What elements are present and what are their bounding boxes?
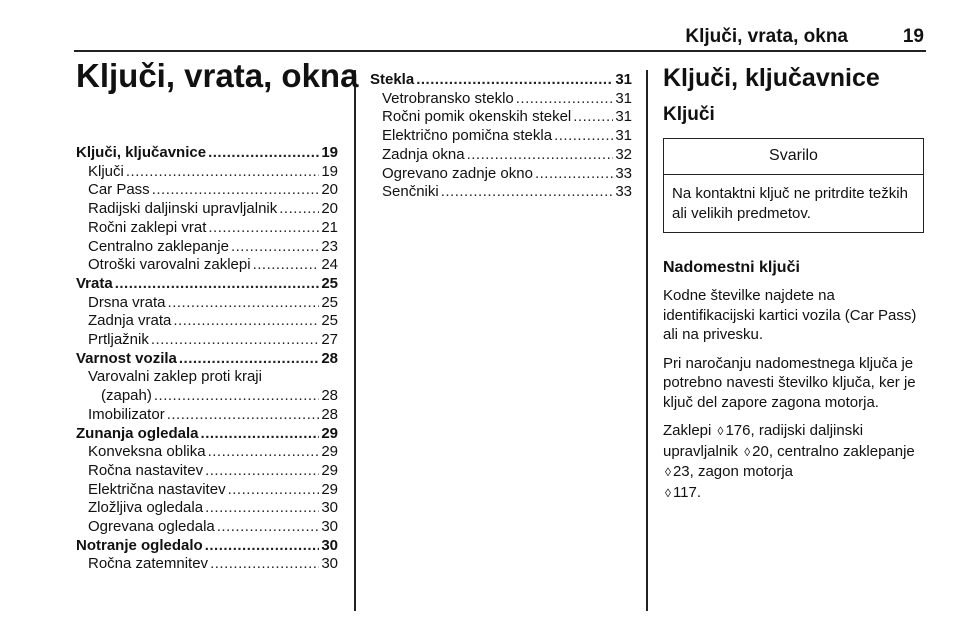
toc-entry-page: 31 xyxy=(615,71,632,88)
toc-entry-page: 27 xyxy=(321,331,338,349)
toc-section-entry[interactable] xyxy=(76,144,338,163)
toc-entry-page: 25 xyxy=(321,293,338,311)
toc-leader-dots xyxy=(173,312,319,331)
toc-entry[interactable] xyxy=(76,256,338,275)
toc-entry-page: 30 xyxy=(321,536,338,554)
toc-entry-page: 28 xyxy=(321,387,338,405)
toc-entry-label: Ročni pomik okenskih stekel xyxy=(382,108,572,126)
toc-entry-label: Imobilizator xyxy=(88,405,165,423)
toc-entry-label: Zadnja okna xyxy=(382,145,465,163)
reference-text: 23, zagon motorja xyxy=(672,463,794,480)
toc-entry-page: 30 xyxy=(321,518,338,536)
chapter-title: Ključi, vrata, okna xyxy=(76,57,359,94)
content-column xyxy=(663,64,925,503)
toc-entry[interactable] xyxy=(76,181,338,200)
toc-leader-dots xyxy=(217,518,320,537)
toc-entry-page: 33 xyxy=(615,164,632,182)
toc-entry[interactable] xyxy=(76,499,338,518)
table-of-contents-column-1 xyxy=(76,144,338,574)
toc-leader-dots xyxy=(554,127,613,146)
reference-text: Zaklepi xyxy=(663,422,712,439)
toc-entry-label: Zadnja vrata xyxy=(88,312,172,330)
toc-entry-page: 29 xyxy=(321,424,338,442)
toc-entry-page: 23 xyxy=(321,237,338,255)
section-title: Ključi, ključavnice xyxy=(663,64,880,92)
toc-entry-page: 20 xyxy=(321,181,338,199)
toc-entry-label: Električno pomična stekla xyxy=(382,127,553,145)
toc-entry[interactable] xyxy=(76,219,338,238)
toc-entry[interactable] xyxy=(76,312,338,331)
toc-leader-dots xyxy=(467,146,614,165)
toc-entry-label: Ključi xyxy=(88,162,124,180)
toc-entry-page: 29 xyxy=(321,443,338,461)
toc-entry-label: Senčniki xyxy=(382,183,439,201)
toc-entry-page: 19 xyxy=(321,162,338,180)
toc-entry-page: 28 xyxy=(321,405,338,423)
toc-entry-page: 25 xyxy=(321,312,338,330)
toc-entry-page: 29 xyxy=(321,461,338,479)
toc-entry-label: Stekla xyxy=(370,71,415,88)
toc-entry[interactable] xyxy=(76,238,338,257)
toc-entry-page: 30 xyxy=(321,499,338,517)
toc-section-entry[interactable] xyxy=(76,350,338,369)
toc-entry-page: 19 xyxy=(321,144,338,161)
toc-leader-dots xyxy=(152,181,320,200)
toc-entry-label: (zapah) xyxy=(101,387,152,405)
toc-entry[interactable] xyxy=(76,462,338,481)
toc-leader-dots xyxy=(228,481,320,500)
toc-leader-dots xyxy=(279,200,319,219)
toc-leader-dots xyxy=(168,294,320,313)
toc-entry-label: Varnost vozila xyxy=(76,349,177,367)
toc-entry-page: 33 xyxy=(615,183,632,201)
toc-entry[interactable] xyxy=(76,406,338,425)
toc-leader-dots xyxy=(535,165,613,184)
toc-entry[interactable] xyxy=(76,331,338,350)
paragraph: Kodne številke najdete na identifikacijski kartici vozila (Car Pass) ali na privesku. xyxy=(663,287,917,343)
toc-entry-label: Car Pass xyxy=(88,181,150,199)
warning-heading: Svarilo xyxy=(664,139,923,175)
toc-entry-page: 32 xyxy=(615,145,632,163)
paragraph: Pri naročanju nadomestnega ključa je potrebno navesti številko ključa, ker je ključ del zapore zagona motorja. xyxy=(663,354,916,411)
replacement-keys-title: Nadomestni ključi xyxy=(663,259,800,276)
toc-entry-label: Zunanja ogledala xyxy=(76,424,199,442)
toc-entry-label: Zložljiva ogledala xyxy=(88,499,204,517)
reference-text: 20, centralno zaklepanje xyxy=(752,442,915,460)
toc-leader-dots xyxy=(201,425,320,444)
toc-entry[interactable] xyxy=(370,127,632,146)
toc-section-entry[interactable] xyxy=(370,71,632,90)
toc-leader-dots xyxy=(179,350,319,369)
toc-entry-page: 21 xyxy=(321,218,338,236)
toc-entry-label: Vrata xyxy=(76,274,113,292)
toc-entry[interactable] xyxy=(370,183,632,202)
toc-leader-dots xyxy=(205,537,320,556)
cross-reference-paragraph xyxy=(663,421,925,503)
toc-entry-label: Centralno zaklepanje xyxy=(88,237,229,255)
toc-entry-label: Radijski daljinski upravljalnik xyxy=(88,200,278,218)
toc-entry-page: 28 xyxy=(321,349,338,367)
toc-entry-label: Ogrevana ogledala xyxy=(88,518,215,536)
reference-arrow-icon: ◊ xyxy=(665,485,671,500)
toc-entry[interactable] xyxy=(370,165,632,184)
subsection-title: Ključi xyxy=(663,104,715,125)
toc-entry-page: 29 xyxy=(321,480,338,498)
running-header-title: Ključi, vrata, okna xyxy=(685,26,848,47)
toc-entry[interactable] xyxy=(76,555,338,574)
reference-text: 176, radijski daljinski upravljalnik xyxy=(663,422,864,460)
toc-leader-dots xyxy=(441,183,614,202)
toc-entry[interactable] xyxy=(370,146,632,165)
toc-leader-dots xyxy=(115,275,320,294)
toc-entry-page: 25 xyxy=(321,274,338,292)
toc-entry-page: 31 xyxy=(615,108,632,126)
toc-leader-dots xyxy=(516,90,614,109)
warning-box xyxy=(663,138,924,233)
column-divider xyxy=(646,70,648,611)
toc-leader-dots xyxy=(573,108,613,127)
toc-leader-dots xyxy=(205,499,319,518)
toc-leader-dots xyxy=(167,406,320,425)
toc-entry-label: Prtljažnik xyxy=(88,331,149,349)
page-number: 19 xyxy=(902,26,924,47)
toc-leader-dots xyxy=(208,144,319,163)
toc-entry[interactable] xyxy=(76,387,338,406)
toc-entry-label: Ročni zaklepi vrat xyxy=(88,218,207,236)
toc-entry-page: 31 xyxy=(615,89,632,107)
toc-entry-label: Notranje ogledalo xyxy=(76,536,203,554)
toc-entry-label: Ročna nastavitev xyxy=(88,461,204,479)
column-divider xyxy=(354,70,356,611)
toc-leader-dots xyxy=(253,256,320,275)
toc-entry[interactable] xyxy=(76,443,338,462)
toc-entry[interactable] xyxy=(76,518,338,537)
toc-entry[interactable] xyxy=(76,200,338,219)
toc-entry-page: 24 xyxy=(321,256,338,274)
toc-entry-label: Vetrobransko steklo xyxy=(382,89,514,107)
toc-leader-dots xyxy=(126,163,319,182)
toc-leader-dots xyxy=(210,555,319,574)
toc-entry[interactable] xyxy=(76,481,338,500)
toc-entry-page: 30 xyxy=(321,555,338,573)
toc-entry-page: 31 xyxy=(615,127,632,145)
reference-arrow-icon: ◊ xyxy=(665,465,671,479)
toc-leader-dots xyxy=(151,331,319,350)
table-of-contents-column-2 xyxy=(370,71,632,202)
toc-leader-dots xyxy=(205,462,319,481)
toc-entry[interactable] xyxy=(370,90,632,109)
toc-entry-label: Električna nastavitev xyxy=(88,480,226,498)
toc-entry-page: 20 xyxy=(321,200,338,218)
toc-entry[interactable] xyxy=(76,294,338,313)
toc-leader-dots xyxy=(208,219,319,238)
toc-entry-label: Konveksna oblika xyxy=(88,443,206,461)
toc-entry[interactable]: Varovalni zaklep proti kraji xyxy=(88,368,262,386)
reference-arrow-icon: ◊ xyxy=(744,444,751,459)
reference-arrow-icon: ◊ xyxy=(717,424,724,438)
toc-section-entry[interactable] xyxy=(76,537,338,556)
header-rule xyxy=(74,50,926,52)
toc-entry[interactable] xyxy=(370,108,632,127)
toc-leader-dots xyxy=(416,71,613,90)
toc-entry[interactable] xyxy=(76,163,338,182)
toc-entry-label: Otroški varovalni zaklepi xyxy=(88,256,251,274)
toc-entry-label: Drsna vrata xyxy=(88,293,166,311)
toc-entry-label: Ročna zatemnitev xyxy=(88,555,209,573)
toc-section-entry[interactable] xyxy=(76,275,338,294)
toc-section-entry[interactable] xyxy=(76,425,338,444)
toc-entry-label: Ogrevano zadnje okno xyxy=(382,164,533,182)
toc-leader-dots xyxy=(231,238,319,257)
toc-entry-label: Ključi, ključavnice xyxy=(76,144,207,161)
toc-leader-dots xyxy=(208,443,320,462)
warning-text: Na kontaktni ključ ne pritrdite težkih ali velikih predmetov. xyxy=(672,185,908,222)
reference-text: 117. xyxy=(672,483,702,501)
toc-leader-dots xyxy=(154,387,319,406)
